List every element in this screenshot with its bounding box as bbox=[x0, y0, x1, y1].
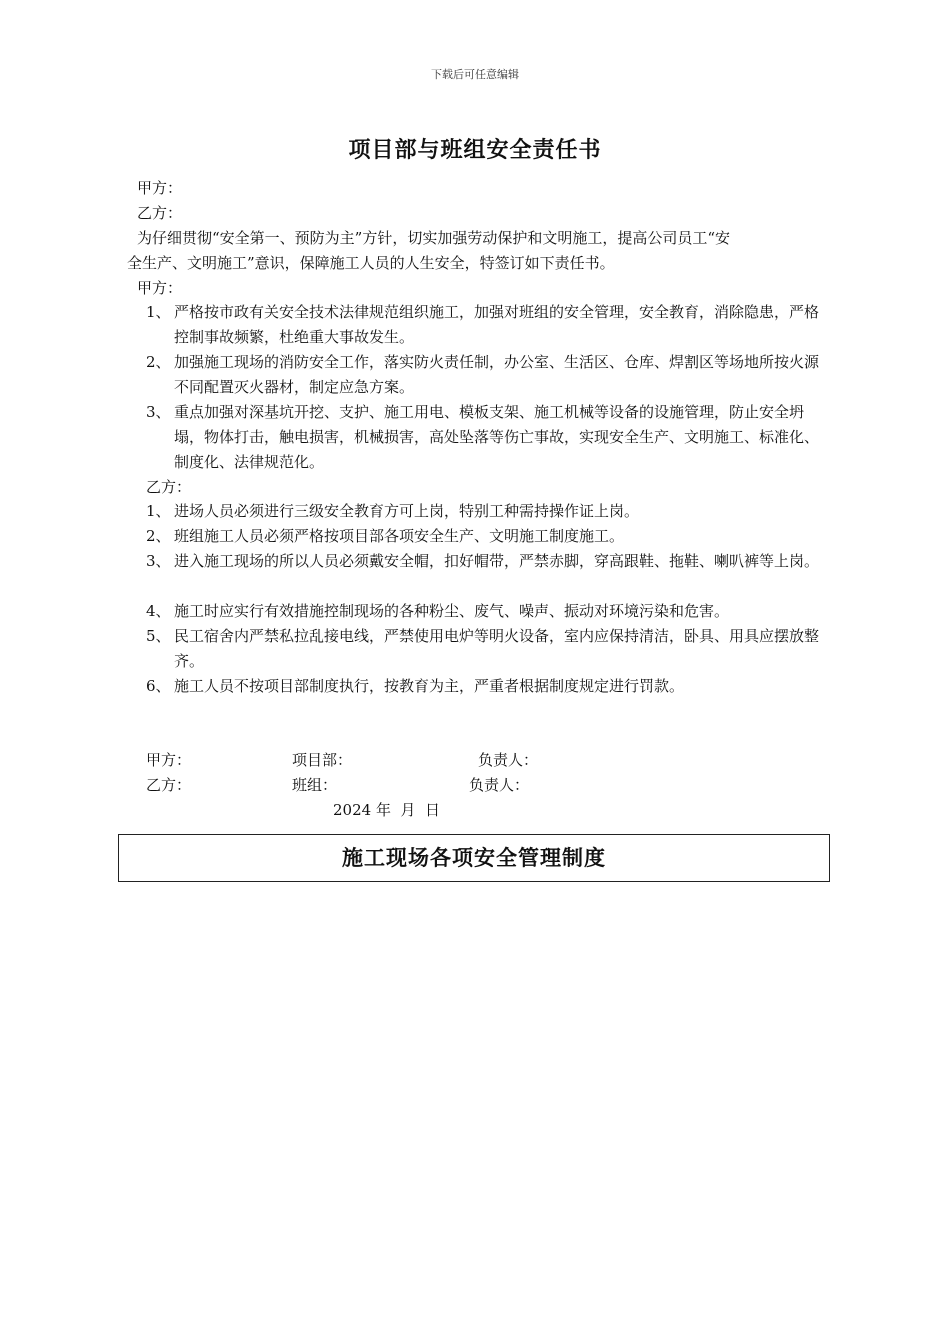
item-number: 6、 bbox=[146, 677, 171, 695]
item-number: 3、 bbox=[146, 552, 171, 570]
intro-line-2: 全生产、文明施工”意识，保障施工人员的人生安全，特签订如下责任书。 bbox=[127, 254, 615, 272]
party-a-item-2 bbox=[146, 350, 826, 400]
sign-project-dept-label: 项目部： bbox=[292, 751, 353, 769]
item-text: 加强施工现场的消防安全工作，落实防火责任制，办公室、生活区、仓库、焊割区等场地所按火源不同配置灭火器材，制定应急方案。 bbox=[174, 353, 820, 396]
intro-line-1: 为仔细贯彻“安全第一、预防为主”方针，切实加强劳动保护和文明施工，提高公司员工“安 bbox=[137, 229, 731, 247]
party-b-label: 乙方： bbox=[137, 204, 183, 222]
item-text: 施工时应实行有效措施控制现场的各种粉尘、废气、噪声、振动对环境污染和危害。 bbox=[174, 602, 730, 620]
item-text: 民工宿舍内严禁私拉乱接电线，严禁使用电炉等明火设备，室内应保持清洁，卧具、用具应摆放整齐。 bbox=[174, 627, 820, 670]
party-a-item-1 bbox=[146, 300, 826, 350]
item-number: 3、 bbox=[146, 403, 171, 421]
item-number: 1、 bbox=[146, 303, 171, 321]
item-text: 进入施工现场的所以人员必须戴安全帽，扣好帽带，严禁赤脚，穿高跟鞋、拖鞋、喇叭裤等上岗。 bbox=[174, 552, 820, 570]
item-number: 4、 bbox=[146, 602, 171, 620]
item-number: 5、 bbox=[146, 627, 171, 645]
party-b-item-4 bbox=[146, 599, 826, 624]
party-a-label: 甲方： bbox=[137, 179, 183, 197]
item-text: 进场人员必须进行三级安全教育方可上岗，特别工种需持操作证上岗。 bbox=[174, 502, 640, 520]
item-number: 2、 bbox=[146, 353, 171, 371]
party-b-item-3 bbox=[146, 549, 826, 574]
sign-party-a-person-label: 负责人： bbox=[478, 751, 539, 769]
item-number: 1、 bbox=[146, 502, 171, 520]
sign-date: 2024 年 月 日 bbox=[333, 801, 441, 819]
section-title: 施工现场各项安全管理制度 bbox=[342, 845, 606, 870]
party-b-item-2 bbox=[146, 524, 826, 549]
item-text: 班组施工人员必须严格按项目部各项安全生产、文明施工制度施工。 bbox=[174, 527, 625, 545]
party-b-item-5 bbox=[146, 624, 826, 674]
section-title-box bbox=[118, 834, 830, 882]
item-text: 施工人员不按项目部制度执行，按教育为主，严重者根据制度规定进行罚款。 bbox=[174, 677, 685, 695]
item-text: 严格按市政有关安全技术法律规范组织施工，加强对班组的安全管理，安全教育，消除隐患，严格控制事故频繁，杜绝重大事故发生。 bbox=[174, 303, 820, 346]
sign-party-b-person-label: 负责人： bbox=[469, 776, 530, 794]
party-b-item-6 bbox=[146, 674, 826, 699]
item-number: 2、 bbox=[146, 527, 171, 545]
party-b-heading: 乙方： bbox=[146, 478, 192, 496]
sign-team-label: 班组： bbox=[292, 776, 338, 794]
document-title: 项目部与班组安全责任书 bbox=[348, 137, 602, 163]
item-text: 重点加强对深基坑开挖、支护、施工用电、模板支架、施工机械等设备的设施管理，防止安全坍塌，物体打击，触电损害，机械损害，高处坠落等伤亡事故，实现安全生产、文明施工、标准化、制度化、法律规范化。 bbox=[174, 403, 820, 471]
party-a-heading: 甲方： bbox=[137, 279, 183, 297]
sign-party-a-label: 甲方： bbox=[146, 751, 192, 769]
sign-party-b-label: 乙方： bbox=[146, 776, 192, 794]
header-note: 下载后可任意编辑 bbox=[431, 68, 519, 81]
party-a-item-3 bbox=[146, 400, 826, 475]
party-b-item-1 bbox=[146, 499, 826, 524]
